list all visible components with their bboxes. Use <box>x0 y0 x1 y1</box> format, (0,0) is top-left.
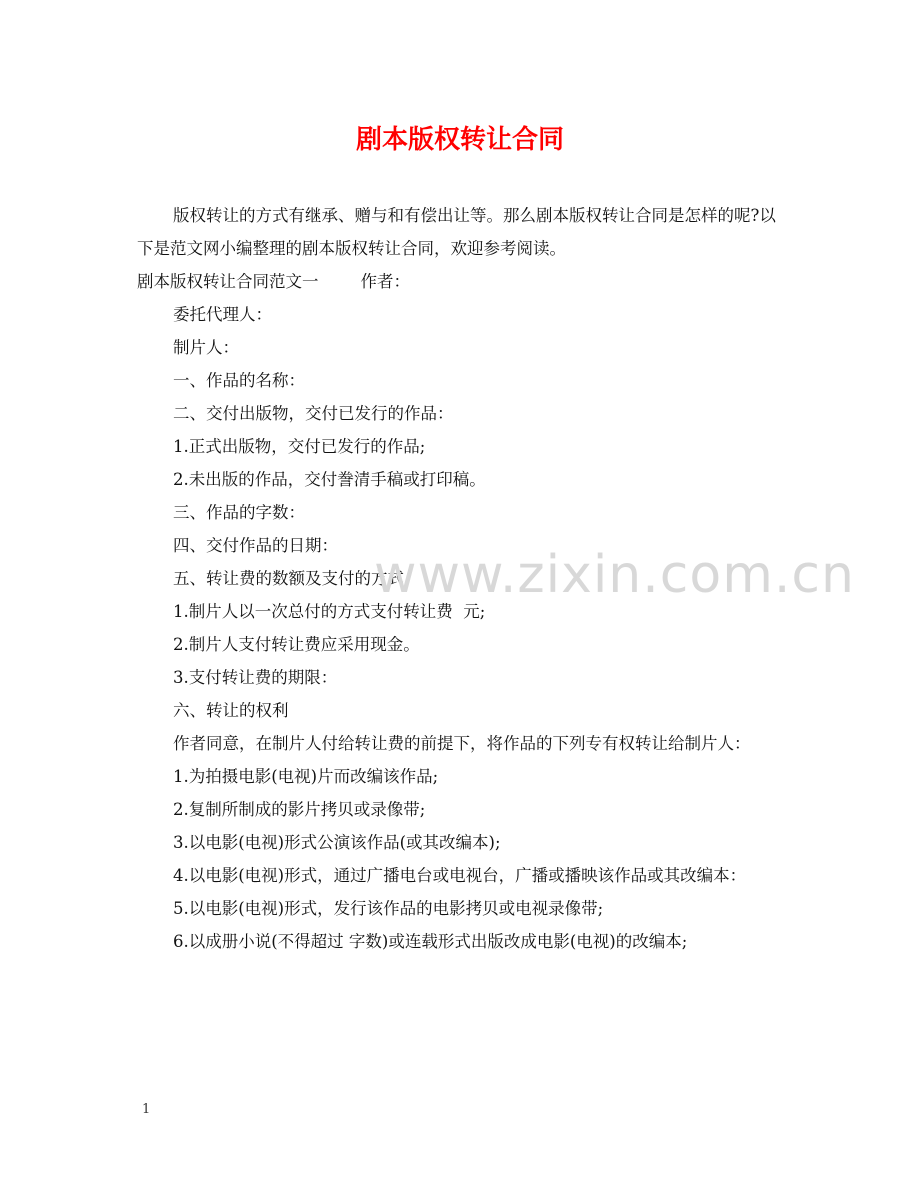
paragraph: 剧本版权转让合同范文一 作者： <box>137 272 410 291</box>
paragraph: 四、交付作品的日期： <box>173 536 338 555</box>
paragraph: 2.未出版的作品，交付誊清手稿或打印稿。 <box>173 470 486 489</box>
paragraph: 制片人： <box>173 338 239 357</box>
paragraph: 2.制片人支付转让费应采用现金。 <box>173 635 420 654</box>
paragraph: 二、交付出版物，交付已发行的作品： <box>173 404 454 423</box>
paragraph: 作者同意，在制片人付给转让费的前提下，将作品的下列专有权转让给制片人： <box>173 734 751 753</box>
paragraph: 1.制片人以一次总付的方式支付转让费 元; <box>173 602 486 621</box>
paragraph: 三、作品的字数： <box>173 503 305 522</box>
paragraph: 六、转让的权利 <box>173 701 289 720</box>
paragraph: 一、作品的名称： <box>173 371 305 390</box>
paragraph: 五、转让费的数额及支付的方式： <box>173 569 421 588</box>
page-number: 1 <box>142 1102 151 1117</box>
paragraph: 1.为拍摄电影(电视)片而改编该作品; <box>173 767 439 786</box>
paragraph: 4.以电影(电视)形式，通过广播电台或电视台，广播或播映该作品或其改编本： <box>173 866 747 885</box>
paragraph: 2.复制所制成的影片拷贝或录像带; <box>173 800 426 819</box>
document-title: 剧本版权转让合同 <box>355 125 564 155</box>
paragraph: 6.以成册小说(不得超过 字数)或连载形式出版改成电影(电视)的改编本; <box>173 932 688 951</box>
watermark: www.zixin.com.cn <box>374 545 855 605</box>
paragraph: 3.支付转让费的期限： <box>173 668 338 687</box>
paragraph: 1.正式出版物，交付已发行的作品; <box>173 437 426 456</box>
paragraph: 5.以电影(电视)形式，发行该作品的电影拷贝或电视录像带; <box>173 899 604 918</box>
paragraph: 3.以电影(电视)形式公演该作品(或其改编本); <box>173 833 501 852</box>
paragraph: 委托代理人： <box>173 305 272 324</box>
paragraph: 版权转让的方式有继承、赠与和有偿出让等。那么剧本版权转让合同是怎样的呢?以下是范文网小编整理的剧本版权转让合同，欢迎参考阅读。 <box>137 206 776 258</box>
